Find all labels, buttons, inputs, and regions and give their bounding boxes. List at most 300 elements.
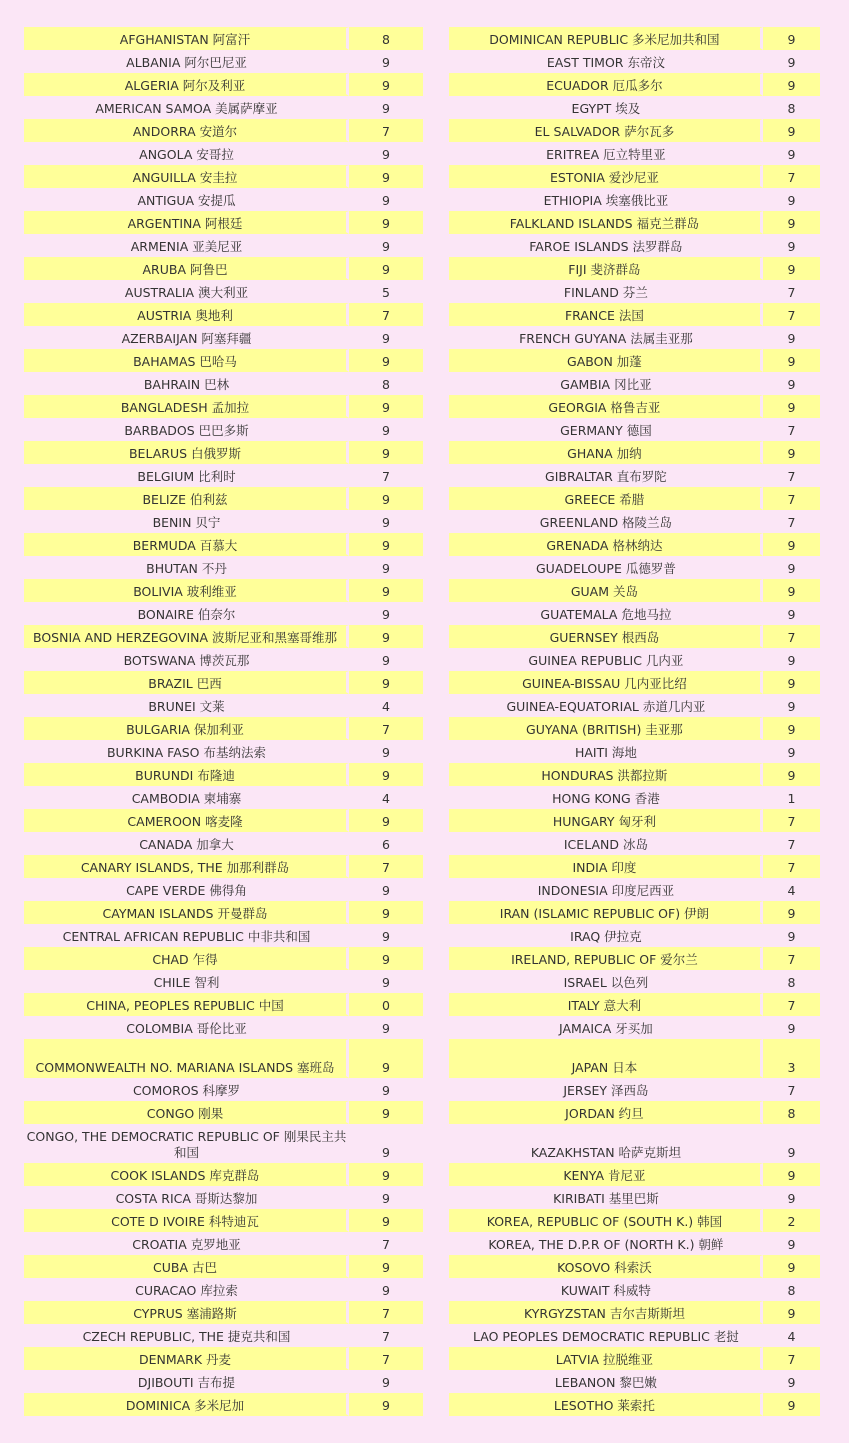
table-row [449, 1232, 820, 1255]
country-cell: ESTONIA 爱沙尼亚 [449, 165, 763, 188]
zone-cell: 9 [787, 745, 796, 760]
zone-cell: 9 [787, 377, 796, 392]
zone-cell: 9 [349, 349, 423, 372]
zone-cell: 7 [382, 1329, 390, 1344]
zone-cell: 9 [763, 763, 820, 786]
country-cell: KIRIBATI 基里巴斯 [553, 1191, 659, 1206]
country-cell: ANTIGUA 安提瓜 [137, 193, 236, 208]
country-cell: CZECH REPUBLIC, THE 捷克共和国 [82, 1329, 291, 1344]
zone-cell: 9 [349, 211, 423, 234]
country-cell: GREECE 希腊 [449, 487, 763, 510]
table-row [24, 993, 423, 1016]
zone-cell: 7 [349, 303, 423, 326]
table-row [449, 1163, 820, 1186]
country-cell: CROATIA 克罗地亚 [132, 1237, 241, 1252]
country-cell: EAST TIMOR 东帝汶 [546, 55, 665, 70]
table-row [449, 1255, 820, 1278]
table-row [24, 602, 423, 625]
country-cell: ALBANIA 阿尔巴尼亚 [126, 55, 247, 70]
zone-cell: 3 [763, 1039, 820, 1078]
table-row [24, 1255, 423, 1278]
zone-cell: 9 [763, 579, 820, 602]
zone-cell: 9 [763, 395, 820, 418]
country-cell: KOSOVO 科索沃 [449, 1255, 763, 1278]
table-row [449, 372, 820, 395]
zone-cell: 9 [349, 763, 423, 786]
table-row [24, 556, 423, 579]
country-cell: COMMONWEALTH NO. MARIANA ISLANDS 塞班岛 [24, 1039, 349, 1078]
table-row [24, 740, 423, 763]
zone-cell: 9 [382, 55, 390, 70]
country-cell: DOMINICAN REPUBLIC 多米尼加共和国 [449, 27, 763, 50]
country-cell: BAHRAIN 巴林 [143, 377, 230, 392]
country-cell: AUSTRIA 奥地利 [24, 303, 349, 326]
country-cell: AFGHANISTAN 阿富汗 [24, 27, 349, 50]
zone-cell: 9 [349, 73, 423, 96]
zone-cell: 9 [349, 1255, 423, 1278]
table-row [449, 27, 820, 50]
zone-cell: 9 [349, 1209, 423, 1232]
table-row [24, 671, 423, 694]
country-cell: GEORGIA 格鲁吉亚 [449, 395, 763, 418]
country-cell: FAROE ISLANDS 法罗群岛 [529, 239, 683, 254]
zone-cell: 0 [349, 993, 423, 1016]
country-cell: KUWAIT 科威特 [560, 1283, 651, 1298]
country-cell: COLOMBIA 哥伦比亚 [126, 1021, 247, 1036]
country-cell: BELGIUM 比利时 [137, 469, 236, 484]
country-cell: BULGARIA 保加利亚 [24, 717, 349, 740]
table-row [449, 510, 820, 533]
zone-cell: 9 [763, 349, 820, 372]
table-row [24, 1393, 423, 1416]
table-row [449, 878, 820, 901]
table-row [449, 441, 820, 464]
country-cell: FINLAND 芬兰 [563, 285, 648, 300]
table-row [24, 648, 423, 671]
country-cell: HUNGARY 匈牙利 [449, 809, 763, 832]
table-row [449, 188, 820, 211]
country-cell: GABON 加蓬 [449, 349, 763, 372]
table-row [24, 1039, 423, 1078]
table-row [24, 1370, 423, 1393]
table-row [24, 1163, 423, 1186]
zone-cell: 7 [787, 1083, 796, 1098]
table-row [449, 1078, 820, 1101]
country-cell: KAZAKHSTAN 哈萨克斯坦 [530, 1145, 682, 1160]
country-cell: GREENLAND 格陵兰岛 [539, 515, 673, 530]
table-row [449, 625, 820, 648]
table-row [24, 694, 423, 717]
zone-table-right [449, 27, 820, 1416]
table-row [449, 717, 820, 740]
country-cell: BERMUDA 百慕大 [24, 533, 349, 556]
zone-cell: 1 [787, 791, 796, 806]
country-cell: GAMBIA 冈比亚 [560, 377, 652, 392]
table-row [24, 717, 423, 740]
zone-cell: 9 [763, 27, 820, 50]
zone-cell: 9 [787, 561, 796, 576]
zone-cell: 9 [787, 1145, 796, 1160]
country-cell: CANADA 加拿大 [139, 837, 234, 852]
table-row [24, 119, 423, 142]
zone-cell: 9 [382, 1021, 390, 1036]
table-row [24, 418, 423, 441]
table-row [449, 1039, 820, 1078]
country-cell: FRENCH GUYANA 法属圭亚那 [519, 331, 693, 346]
zone-cell: 9 [382, 1283, 390, 1298]
country-cell: LATVIA 拉脱维亚 [449, 1347, 763, 1370]
country-cell: JAPAN 日本 [449, 1039, 763, 1078]
country-cell: ECUADOR 厄瓜多尔 [449, 73, 763, 96]
table-row [24, 1101, 423, 1124]
zone-cell: 9 [349, 901, 423, 924]
country-cell: COSTA RICA 哥斯达黎加 [115, 1191, 258, 1206]
country-cell: GHANA 加纳 [449, 441, 763, 464]
table-row [24, 1124, 423, 1163]
table-row [24, 809, 423, 832]
table-row [24, 510, 423, 533]
country-cell: JAMAICA 牙买加 [559, 1021, 653, 1036]
country-cell: ERITREA 厄立特里亚 [546, 147, 666, 162]
country-cell: GUATEMALA 危地马拉 [540, 607, 672, 622]
table-row [24, 1016, 423, 1039]
table-row [24, 441, 423, 464]
zone-cell: 9 [763, 1255, 820, 1278]
country-cell: ARMENIA 亚美尼亚 [130, 239, 243, 254]
country-cell: KOREA, REPUBLIC OF (SOUTH K.) 韩国 [449, 1209, 763, 1232]
table-row [24, 763, 423, 786]
zone-cell: 7 [349, 1347, 423, 1370]
table-row [24, 257, 423, 280]
country-cell: IRELAND, REPUBLIC OF 爱尔兰 [449, 947, 763, 970]
zone-cell: 9 [787, 929, 796, 944]
table-row [24, 395, 423, 418]
zone-cell: 7 [349, 855, 423, 878]
table-row [24, 1324, 423, 1347]
table-row [24, 1232, 423, 1255]
zone-cell: 7 [787, 285, 796, 300]
country-cell: IRAQ 伊拉克 [570, 929, 642, 944]
zone-cell: 9 [763, 1301, 820, 1324]
zone-cell: 8 [349, 27, 423, 50]
table-row [449, 1347, 820, 1370]
table-row [449, 257, 820, 280]
table-row [449, 947, 820, 970]
country-cell: GUINEA-EQUATORIAL 赤道几内亚 [506, 699, 706, 714]
zone-cell: 9 [382, 331, 390, 346]
zone-cell: 9 [787, 699, 796, 714]
table-row [449, 1370, 820, 1393]
country-cell: HONDURAS 洪都拉斯 [449, 763, 763, 786]
table-row [449, 142, 820, 165]
zone-cell: 9 [787, 331, 796, 346]
country-cell: HAITI 海地 [574, 745, 637, 760]
country-cell: HONG KONG 香港 [552, 791, 660, 806]
zone-cell: 8 [787, 1283, 796, 1298]
country-cell: CENTRAL AFRICAN REPUBLIC 中非共和国 [62, 929, 311, 944]
table-row [449, 1186, 820, 1209]
table-row [24, 303, 423, 326]
table-row [449, 487, 820, 510]
country-cell: GERMANY 德国 [560, 423, 652, 438]
country-cell: COOK ISLANDS 库克群岛 [24, 1163, 349, 1186]
country-cell: LESOTHO 莱索托 [449, 1393, 763, 1416]
table-row [24, 1347, 423, 1370]
table-row [449, 165, 820, 188]
table-row [449, 96, 820, 119]
country-cell: CYPRUS 塞浦路斯 [24, 1301, 349, 1324]
table-row [24, 878, 423, 901]
table-row [24, 579, 423, 602]
zone-cell: 9 [763, 533, 820, 556]
zone-cell: 9 [787, 607, 796, 622]
zone-cell: 9 [382, 193, 390, 208]
zone-cell: 9 [349, 441, 423, 464]
zone-cell: 9 [382, 975, 390, 990]
table-row [24, 464, 423, 487]
country-cell: ETHIOPIA 埃塞俄比亚 [543, 193, 669, 208]
country-cell: ANGUILLA 安圭拉 [24, 165, 349, 188]
zone-cell: 9 [382, 929, 390, 944]
country-cell: CAPE VERDE 佛得角 [126, 883, 247, 898]
zone-cell: 6 [382, 837, 390, 852]
zone-cell: 7 [382, 1237, 390, 1252]
table-row [449, 855, 820, 878]
zone-cell: 4 [787, 883, 796, 898]
country-cell: ARUBA 阿鲁巴 [24, 257, 349, 280]
zone-cell: 9 [349, 533, 423, 556]
zone-cell: 7 [763, 165, 820, 188]
zone-cell: 9 [382, 1375, 390, 1390]
zone-cell: 7 [787, 515, 796, 530]
zone-cell: 8 [382, 377, 390, 392]
country-cell: FIJI 斐济群岛 [449, 257, 763, 280]
zone-cell: 5 [382, 285, 390, 300]
zone-cell: 2 [763, 1209, 820, 1232]
table-row [24, 832, 423, 855]
country-cell: DENMARK 丹麦 [24, 1347, 349, 1370]
country-cell: GUERNSEY 根西岛 [449, 625, 763, 648]
zone-cell: 9 [787, 1375, 796, 1390]
table-row [449, 1278, 820, 1301]
country-cell: EGYPT 埃及 [571, 101, 641, 116]
zone-cell: 7 [787, 837, 796, 852]
table-row [449, 73, 820, 96]
country-cell: CHILE 智利 [153, 975, 220, 990]
table-row [449, 970, 820, 993]
zone-cell: 9 [763, 671, 820, 694]
zone-cell: 7 [763, 487, 820, 510]
zone-cell: 9 [787, 239, 796, 254]
zone-cell: 9 [382, 1083, 390, 1098]
country-cell: BONAIRE 伯奈尔 [137, 607, 236, 622]
table-row [24, 73, 423, 96]
table-row [24, 1186, 423, 1209]
country-cell: BELARUS 白俄罗斯 [24, 441, 349, 464]
country-cell: DJIBOUTI 吉布提 [137, 1375, 236, 1390]
country-cell: ICELAND 冰岛 [563, 837, 648, 852]
zone-cell: 9 [349, 947, 423, 970]
country-cell: CUBA 古巴 [24, 1255, 349, 1278]
table-row [449, 786, 820, 809]
zone-cell: 9 [763, 211, 820, 234]
zone-cell: 7 [349, 717, 423, 740]
zone-cell: 9 [349, 809, 423, 832]
table-row [449, 763, 820, 786]
country-cell: GUINEA-BISSAU 几内亚比绍 [449, 671, 763, 694]
country-cell: CAMEROON 喀麦隆 [24, 809, 349, 832]
country-cell: CAMBODIA 柬埔寨 [131, 791, 242, 806]
country-cell: CANARY ISLANDS, THE 加那利群岛 [24, 855, 349, 878]
country-cell: AZERBAIJAN 阿塞拜疆 [121, 331, 252, 346]
table-row [449, 234, 820, 257]
table-row [24, 924, 423, 947]
zone-cell: 9 [382, 147, 390, 162]
table-row [449, 1101, 820, 1124]
table-row [449, 1209, 820, 1232]
table-row [449, 809, 820, 832]
country-cell: FALKLAND ISLANDS 福克兰群岛 [449, 211, 763, 234]
table-row [24, 1209, 423, 1232]
table-row [449, 1393, 820, 1416]
zone-cell: 9 [349, 487, 423, 510]
table-row [24, 211, 423, 234]
table-row [449, 326, 820, 349]
zone-cell: 8 [763, 1101, 820, 1124]
zone-cell: 9 [382, 883, 390, 898]
table-row [449, 349, 820, 372]
zone-cell: 7 [763, 855, 820, 878]
zone-cell: 9 [382, 653, 390, 668]
zone-cell: 9 [382, 515, 390, 530]
country-cell: KYRGYZSTAN 吉尔吉斯斯坦 [449, 1301, 763, 1324]
zone-cell: 9 [349, 1393, 423, 1416]
table-row [449, 418, 820, 441]
zone-cell: 9 [349, 579, 423, 602]
country-cell: COMOROS 科摩罗 [132, 1083, 241, 1098]
zone-cell: 9 [382, 607, 390, 622]
zone-cell: 9 [787, 653, 796, 668]
zone-cell: 9 [382, 561, 390, 576]
country-cell: BOSNIA AND HERZEGOVINA 波斯尼亚和黑塞哥维那 [24, 625, 349, 648]
table-row [24, 326, 423, 349]
table-row [449, 993, 820, 1016]
table-row [449, 119, 820, 142]
zone-cell: 7 [349, 1301, 423, 1324]
zone-cell: 9 [349, 257, 423, 280]
zone-cell: 7 [787, 423, 796, 438]
country-cell: JERSEY 泽西岛 [563, 1083, 649, 1098]
country-cell: CHINA, PEOPLES REPUBLIC 中国 [24, 993, 349, 1016]
country-cell: ITALY 意大利 [449, 993, 763, 1016]
country-cell: GUAM 关岛 [449, 579, 763, 602]
table-row [24, 96, 423, 119]
country-cell: BOLIVIA 玻利维亚 [24, 579, 349, 602]
table-row [449, 901, 820, 924]
country-cell: BRUNEI 文莱 [148, 699, 225, 714]
country-cell: BOTSWANA 博茨瓦那 [123, 653, 250, 668]
country-cell: DOMINICA 多米尼加 [24, 1393, 349, 1416]
country-cell: CONGO 刚果 [24, 1101, 349, 1124]
country-cell: JORDAN 约旦 [449, 1101, 763, 1124]
country-cell: ISRAEL 以色列 [563, 975, 649, 990]
country-cell: GUINEA REPUBLIC 几内亚 [528, 653, 684, 668]
country-cell: BARBADOS 巴巴多斯 [124, 423, 249, 438]
table-row [449, 694, 820, 717]
country-cell: AUSTRALIA 澳大利亚 [124, 285, 249, 300]
table-row [449, 1124, 820, 1163]
table-row [449, 533, 820, 556]
country-cell: FRANCE 法国 [449, 303, 763, 326]
table-row [24, 280, 423, 303]
table-row [449, 648, 820, 671]
table-row [449, 1301, 820, 1324]
zone-cell: 9 [349, 1039, 423, 1078]
country-cell: BURUNDI 布隆迪 [24, 763, 349, 786]
country-cell: LEBANON 黎巴嫩 [554, 1375, 657, 1390]
table-row [24, 234, 423, 257]
zone-cell: 9 [349, 1101, 423, 1124]
zone-cell: 9 [763, 717, 820, 740]
zone-cell: 9 [763, 1393, 820, 1416]
zone-cell: 9 [382, 1145, 390, 1160]
zone-cell: 9 [382, 745, 390, 760]
table-row [449, 211, 820, 234]
country-cell: IRAN (ISLAMIC REPUBLIC OF) 伊朗 [449, 901, 763, 924]
zone-cell: 7 [349, 119, 423, 142]
country-cell: CHAD 乍得 [24, 947, 349, 970]
zone-cell: 7 [763, 625, 820, 648]
country-cell: CONGO, THE DEMOCRATIC REPUBLIC OF 刚果民主共和国 [26, 1129, 347, 1160]
zone-cell: 7 [382, 469, 390, 484]
zone-cell: 9 [763, 1163, 820, 1186]
table-row [24, 142, 423, 165]
table-row [449, 1016, 820, 1039]
zone-cell: 9 [382, 423, 390, 438]
country-cell: CURACAO 库拉索 [135, 1283, 238, 1298]
zone-cell: 7 [763, 947, 820, 970]
country-cell: GUADELOUPE 瓜德罗普 [536, 561, 676, 576]
country-cell: CAYMAN ISLANDS 开曼群岛 [24, 901, 349, 924]
country-cell: GUYANA (BRITISH) 圭亚那 [449, 717, 763, 740]
country-cell: AMERICAN SAMOA 美属萨摩亚 [95, 101, 278, 116]
country-cell: ANDORRA 安道尔 [24, 119, 349, 142]
country-cell: GRENADA 格林纳达 [449, 533, 763, 556]
zone-cell: 9 [787, 147, 796, 162]
zone-cell: 7 [763, 993, 820, 1016]
table-row [24, 625, 423, 648]
country-cell: ALGERIA 阿尔及利亚 [24, 73, 349, 96]
table-row [449, 671, 820, 694]
table-row [24, 947, 423, 970]
country-cell: BELIZE 伯利兹 [24, 487, 349, 510]
zone-cell: 9 [349, 625, 423, 648]
zone-cell: 9 [763, 73, 820, 96]
table-row [449, 280, 820, 303]
table-row [449, 602, 820, 625]
country-cell: BRAZIL 巴西 [24, 671, 349, 694]
country-cell: BENIN 贝宁 [152, 515, 221, 530]
table-row [24, 50, 423, 73]
table-row [24, 1301, 423, 1324]
zone-cell: 9 [349, 165, 423, 188]
zone-cell: 7 [763, 1347, 820, 1370]
table-row [449, 832, 820, 855]
table-row [449, 556, 820, 579]
zone-cell: 9 [763, 119, 820, 142]
zone-cell: 4 [382, 699, 390, 714]
zone-cell: 9 [382, 101, 390, 116]
